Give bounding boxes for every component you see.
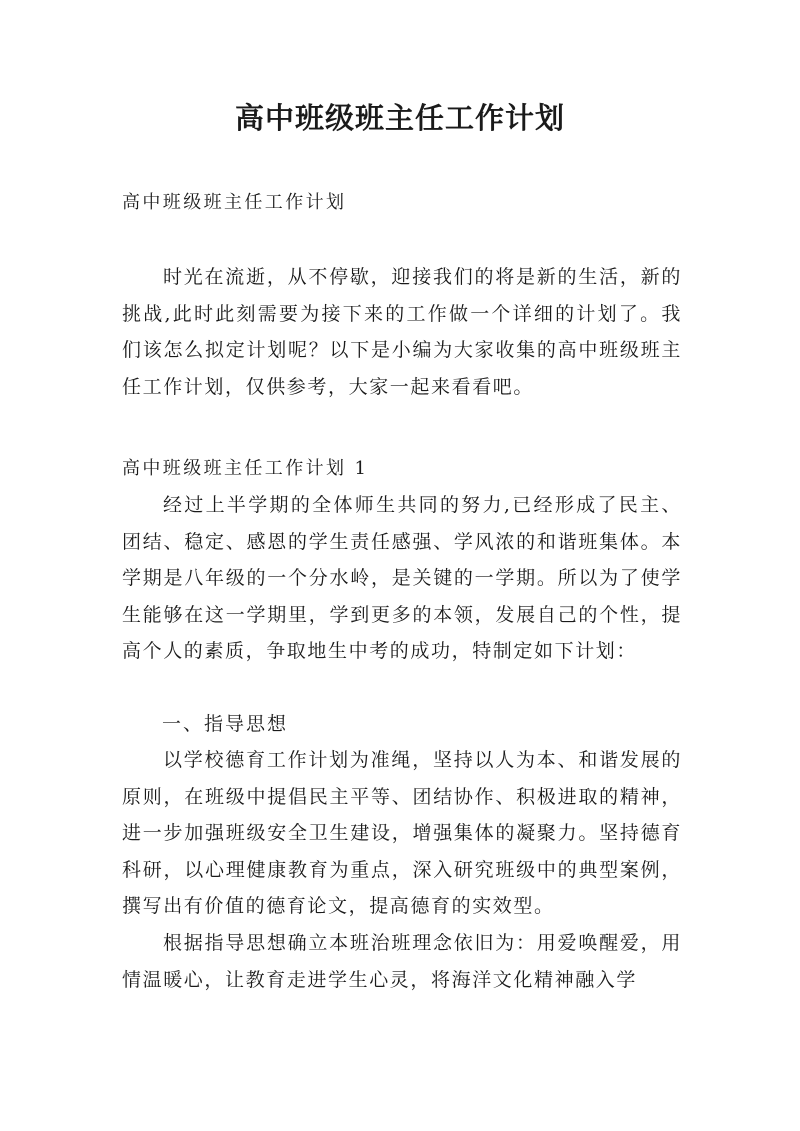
document-title: 高中班级班主任工作计划 <box>234 101 565 135</box>
section-title: 高中班级班主任工作计划 1 <box>122 458 369 479</box>
section-heading-guiding-thought: 一、指导思想 <box>162 713 289 735</box>
body-paragraph-2: 以学校德育工作计划为准绳，坚持以人为本、和谐发展的原则，在班级中提倡民主平等、团结协作、积极进取的精神，进一步加强班级安全卫生建设，增强集体的凝聚力。坚持德育科研，以心理健康教育为重点，深入研究班级中的典型案例，撰写出有价值的德育论文，提高德育的实效型。 <box>122 749 682 917</box>
body-paragraph-1: 经过上半学期的全体师生共同的努力,已经形成了民主、团结、稳定、感恩的学生责任感强、学风浓的和谐班集体。本学期是八年级的一个分水岭，是关键的一学期。所以为了使学生能够在这一学期里，学到更多的本领，发展自己的个性，提高个人的素质，争取地生中考的成功，特制定如下计划： <box>122 494 682 662</box>
body-paragraph-3: 根据指导思想确立本班治班理念依旧为：用爱唤醒爱，用情温暖心，让教育走进学生心灵，将海洋文化精神融入学 <box>122 932 682 991</box>
intro-paragraph: 时光在流逝，从不停歇，迎接我们的将是新的生活，新的挑战,此时此刻需要为接下来的工作做一个详细的计划了。我们该怎么拟定计划呢？以下是小编为大家收集的高中班级班主任工作计划，仅供参考，大家一起来看看吧。 <box>122 266 682 398</box>
document-subtitle: 高中班级班主任工作计划 <box>122 192 347 213</box>
